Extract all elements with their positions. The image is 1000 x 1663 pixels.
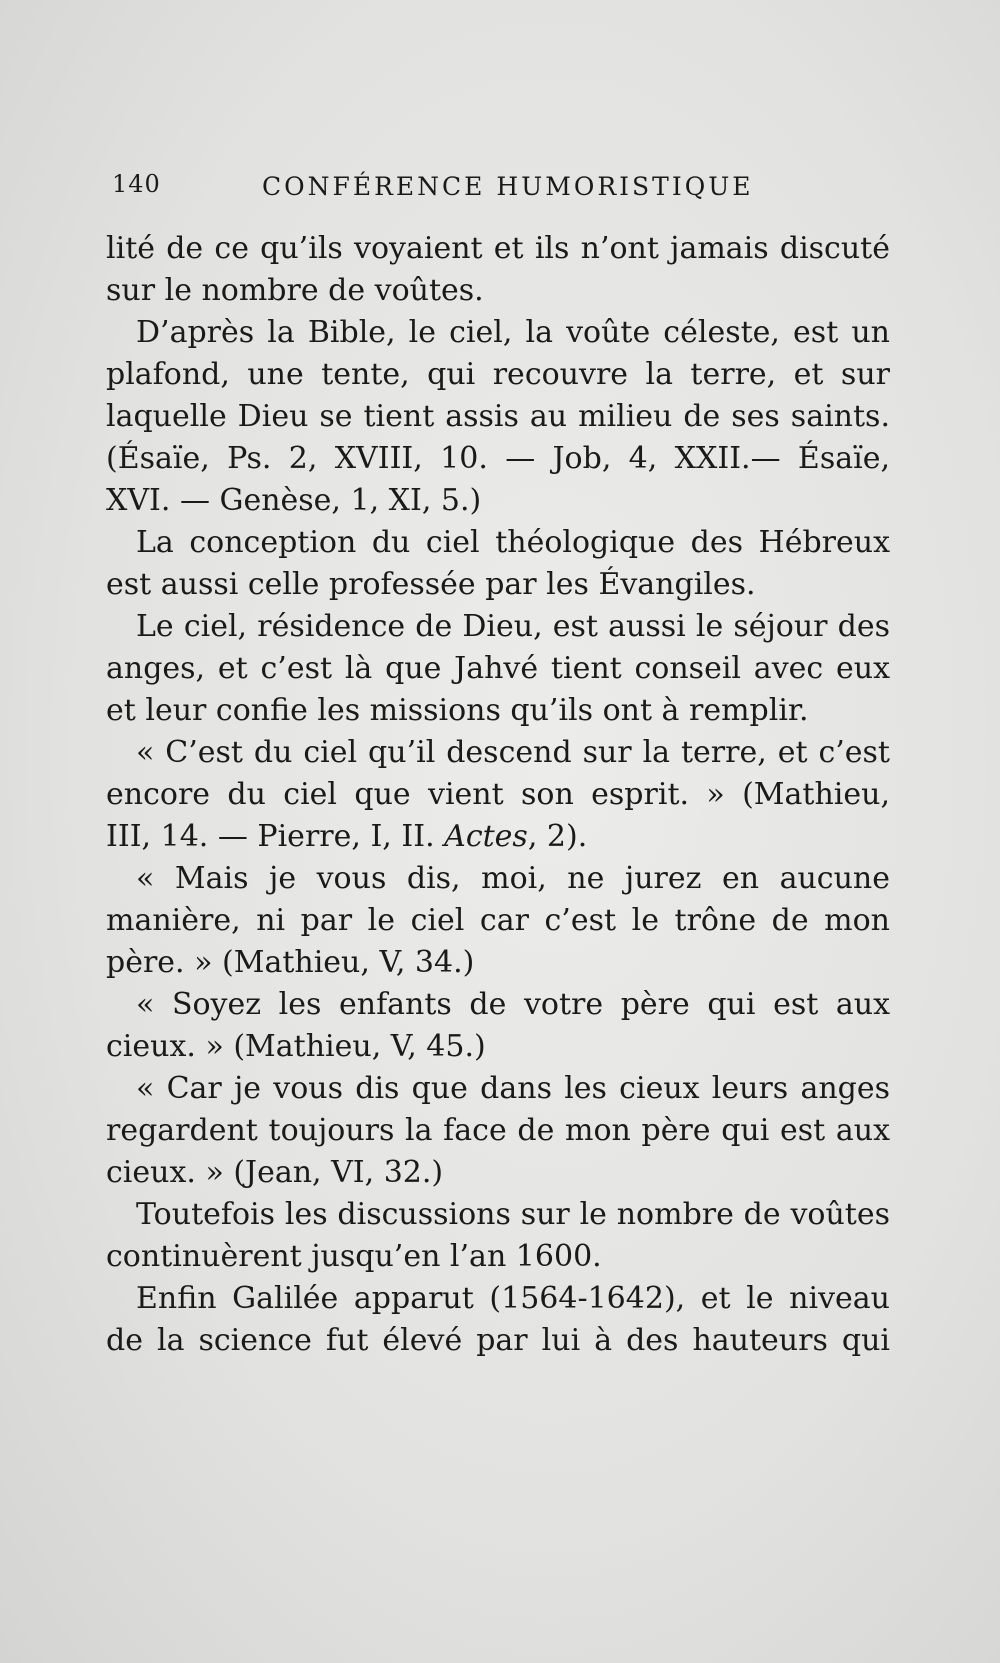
text-line: XVI. — Genèse, 1, XI, 5.) <box>106 483 482 518</box>
text-line: sur le nombre de voûtes. <box>106 273 484 308</box>
running-title: CONFÉRENCE HUMORISTIQUE <box>262 172 754 201</box>
text-line: regardent toujours la face de mon père qui est aux <box>106 1113 890 1148</box>
text-line: « Soyez les enfants de votre père qui est aux <box>136 987 890 1022</box>
text-line: et leur confie les missions qu’ils ont à remplir. <box>106 693 809 728</box>
text-line: La conception du ciel théologique des Hébreux <box>136 525 890 560</box>
text-line: « C’est du ciel qu’il descend sur la terre, et c’est <box>136 735 890 770</box>
text-line: père. » (Mathieu, V, 34.) <box>106 945 475 980</box>
body-text <box>106 228 890 1362</box>
text-line: « Mais je vous dis, moi, ne jurez en aucune <box>136 861 890 896</box>
text-line: Le ciel, résidence de Dieu, est aussi le séjour des <box>136 609 890 644</box>
text-line: III, 14. — Pierre, I, II. Actes, 2). <box>106 819 588 854</box>
text-line: lité de ce qu’ils voyaient et ils n’ont jamais discuté <box>106 231 890 266</box>
text-line: cieux. » (Jean, VI, 32.) <box>106 1155 444 1190</box>
text-line: Enfin Galilée apparut (1564-1642), et le niveau <box>136 1281 890 1316</box>
text-line: manière, ni par le ciel car c’est le trône de mon <box>106 903 890 938</box>
text-line: laquelle Dieu se tient assis au milieu de ses saints. <box>106 399 890 434</box>
text-line: plafond, une tente, qui recouvre la terre, et sur <box>106 357 890 392</box>
page-number: 140 <box>112 170 161 198</box>
text-line: continuèrent jusqu’en l’an 1600. <box>106 1239 602 1274</box>
page-header <box>112 170 892 210</box>
text-line: Toutefois les discussions sur le nombre de voûtes <box>136 1197 890 1232</box>
text-line: cieux. » (Mathieu, V, 45.) <box>106 1029 486 1064</box>
text-line: D’après la Bible, le ciel, la voûte céleste, est un <box>136 315 890 350</box>
text-line: est aussi celle professée par les Évangiles. <box>106 567 756 602</box>
text-line: encore du ciel que vient son esprit. » (Mathieu, <box>106 777 890 812</box>
text-line: de la science fut élevé par lui à des hauteurs qui <box>106 1323 890 1358</box>
text-line: « Car je vous dis que dans les cieux leurs anges <box>136 1071 890 1106</box>
italic-word: Actes <box>444 819 528 854</box>
text-line: (Ésaïe, Ps. 2, XVIII, 10. — Job, 4, XXII.— Ésaïe, <box>106 441 890 476</box>
text-line: anges, et c’est là que Jahvé tient conseil avec eux <box>106 651 890 686</box>
